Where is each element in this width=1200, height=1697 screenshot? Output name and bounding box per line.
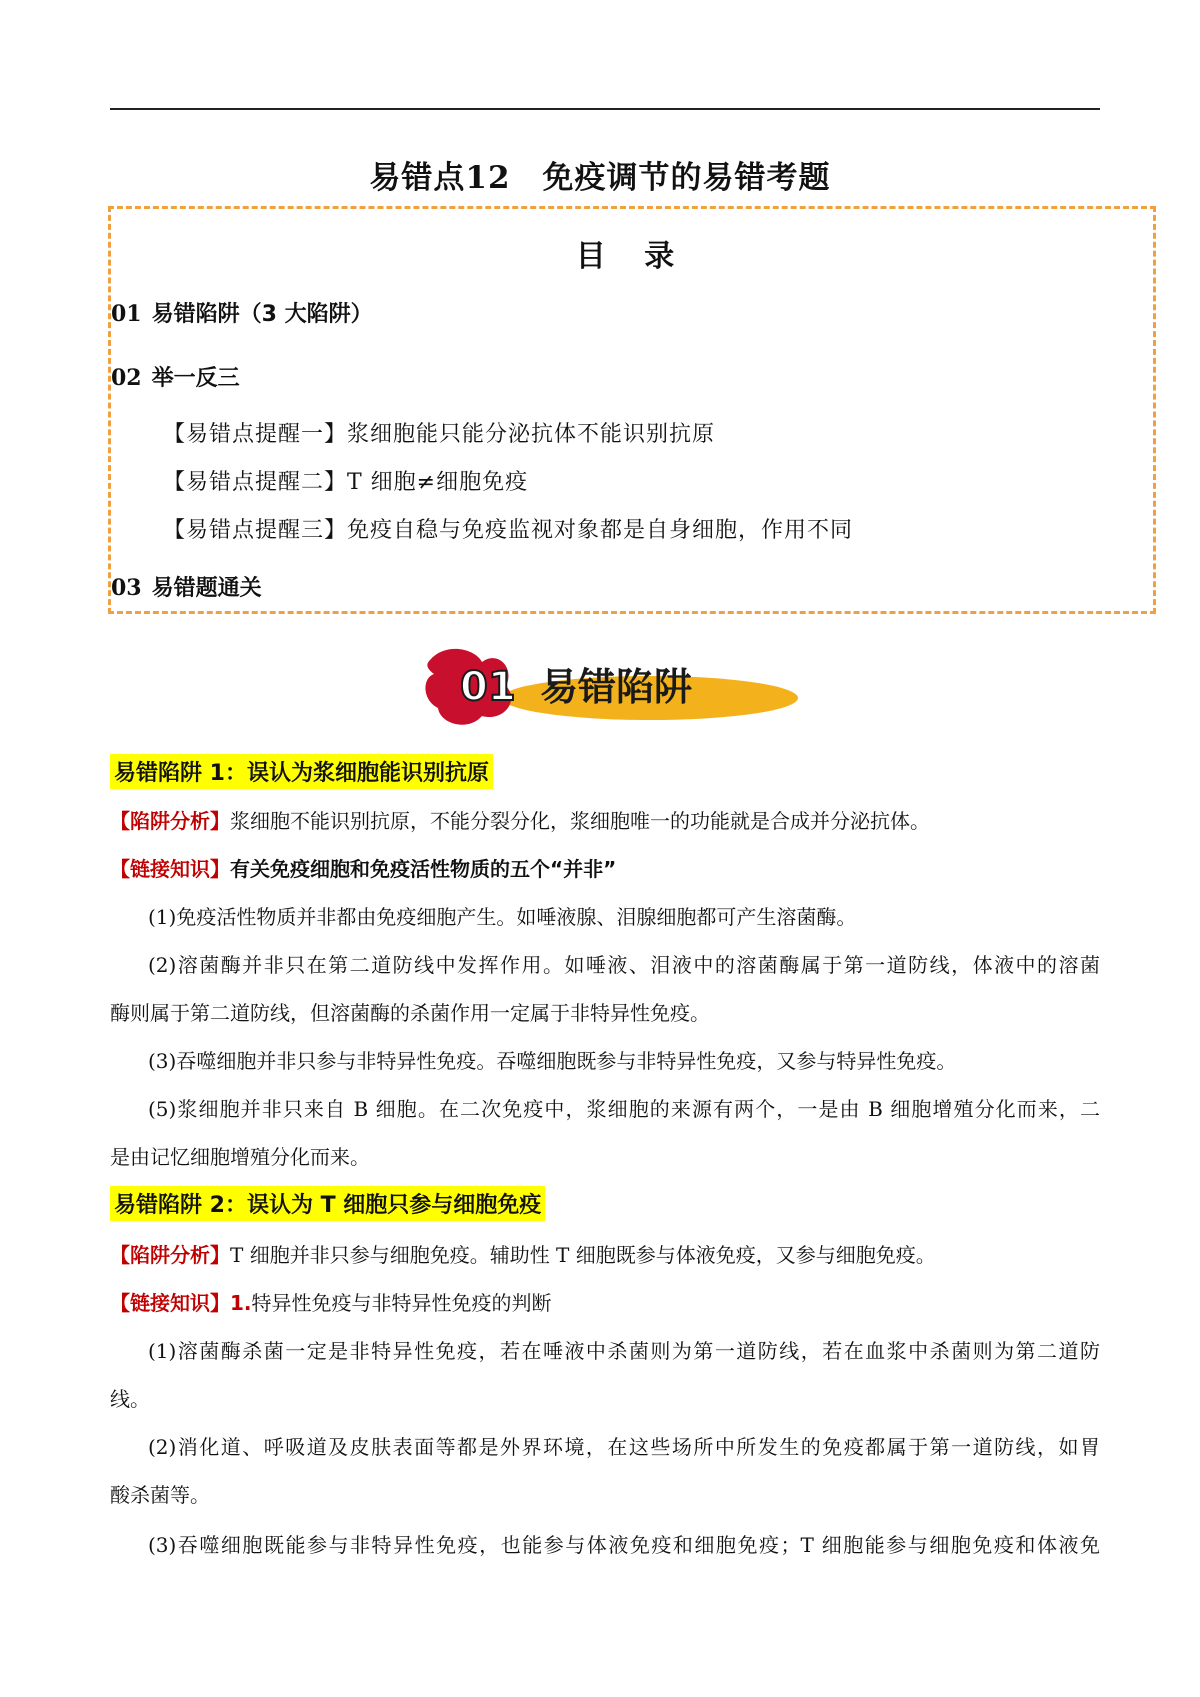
trap-1-point-2-cont: 酶则属于第二道防线，但溶菌酶的杀菌作用一定属于非特异性免疫。 (110, 1001, 710, 1025)
toc-heading: 目 录 (575, 239, 689, 274)
trap-1-point-3: (3)吞噬细胞并非只参与非特异性免疫。吞噬细胞既参与非特异性免疫，又参与特异性免疫。 (148, 1049, 957, 1073)
toc-section-01[interactable] (111, 297, 373, 328)
analysis-text: 浆细胞不能识别抗原，不能分裂分化，浆细胞唯一的功能就是合成并分泌抗体。 (230, 809, 930, 833)
trap-1-point-1: (1)免疫活性物质并非都由免疫细胞产生。如唾液腺、泪腺细胞都可产生溶菌酶。 (148, 905, 857, 929)
toc-item-2[interactable]: 【易错点提醒二】T 细胞≠细胞免疫 (163, 470, 529, 495)
link-text: 特异性免疫与非特异性免疫的判断 (251, 1291, 552, 1315)
trap-2-analysis (110, 1240, 1100, 1270)
trap-2-point-2-cont: 酸杀菌等。 (110, 1483, 210, 1507)
toc-section-label: 举一反三 (151, 366, 240, 391)
section-banner (420, 640, 800, 730)
trap-2-point-2: (2)消化道、呼吸道及皮肤表面等都是外界环境，在这些场所中所发生的免疫都属于第一道防线，如胃 (148, 1435, 1100, 1459)
toc-section-number: 03 (111, 575, 142, 601)
link-tag: 【链接知识】1. (110, 1291, 252, 1315)
link-text: 有关免疫细胞和免疫活性物质的五个“并非” (230, 857, 617, 881)
analysis-tag: 【陷阱分析】 (110, 1243, 230, 1267)
toc-section-label: 易错题通关 (151, 576, 262, 601)
trap-1-point-2: (2)溶菌酶并非只在第二道防线中发挥作用。如唾液、泪液中的溶菌酶属于第一道防线，体液中的溶菌 (148, 953, 1100, 977)
trap-1-title: 易错陷阱 1：误认为浆细胞能识别抗原 (110, 754, 493, 789)
trap-1-point-5-cont: 是由记忆细胞增殖分化而来。 (110, 1145, 370, 1169)
link-tag: 【链接知识】 (110, 857, 230, 881)
analysis-tag: 【陷阱分析】 (110, 809, 230, 833)
table-of-contents (108, 206, 1156, 614)
analysis-text: T 细胞并非只参与细胞免疫。辅助性 T 细胞既参与体液免疫，又参与细胞免疫。 (230, 1243, 936, 1267)
toc-item-3[interactable]: 【易错点提醒三】免疫自稳与免疫监视对象都是自身细胞，作用不同 (163, 518, 854, 543)
trap-2-link (110, 1288, 1100, 1318)
trap-1-point-5: (5)浆细胞并非只来自 B 细胞。在二次免疫中，浆细胞的来源有两个，一是由 B 细胞增殖分化而来，二 (148, 1097, 1100, 1121)
toc-section-label: 易错陷阱（3 大陷阱） (151, 302, 373, 327)
trap-1-link (110, 854, 1100, 884)
trap-2-point-1: (1)溶菌酶杀菌一定是非特异性免疫，若在唾液中杀菌则为第一道防线，若在血浆中杀菌则为第二道防 (148, 1339, 1100, 1363)
banner-number: 01 (460, 664, 516, 710)
document-title: 易错点12 免疫调节的易错考题 (369, 160, 831, 196)
banner-label: 易错陷阱 (540, 665, 693, 709)
header-rule (110, 108, 1100, 110)
toc-item-1[interactable]: 【易错点提醒一】浆细胞能只能分泌抗体不能识别抗原 (163, 422, 716, 447)
trap-2-point-1-cont: 线。 (110, 1387, 150, 1411)
toc-section-02[interactable] (111, 361, 240, 392)
toc-section-number: 02 (111, 365, 142, 391)
trap-1-analysis (110, 806, 1100, 836)
trap-2-title: 易错陷阱 2：误认为 T 细胞只参与细胞免疫 (110, 1186, 545, 1221)
toc-section-number: 01 (111, 301, 142, 327)
trap-2-point-3: (3)吞噬细胞既能参与非特异性免疫，也能参与体液免疫和细胞免疫；T 细胞能参与细胞免疫和体液免 (148, 1533, 1100, 1557)
toc-section-03[interactable] (111, 571, 262, 602)
banner-graphic (420, 640, 800, 730)
